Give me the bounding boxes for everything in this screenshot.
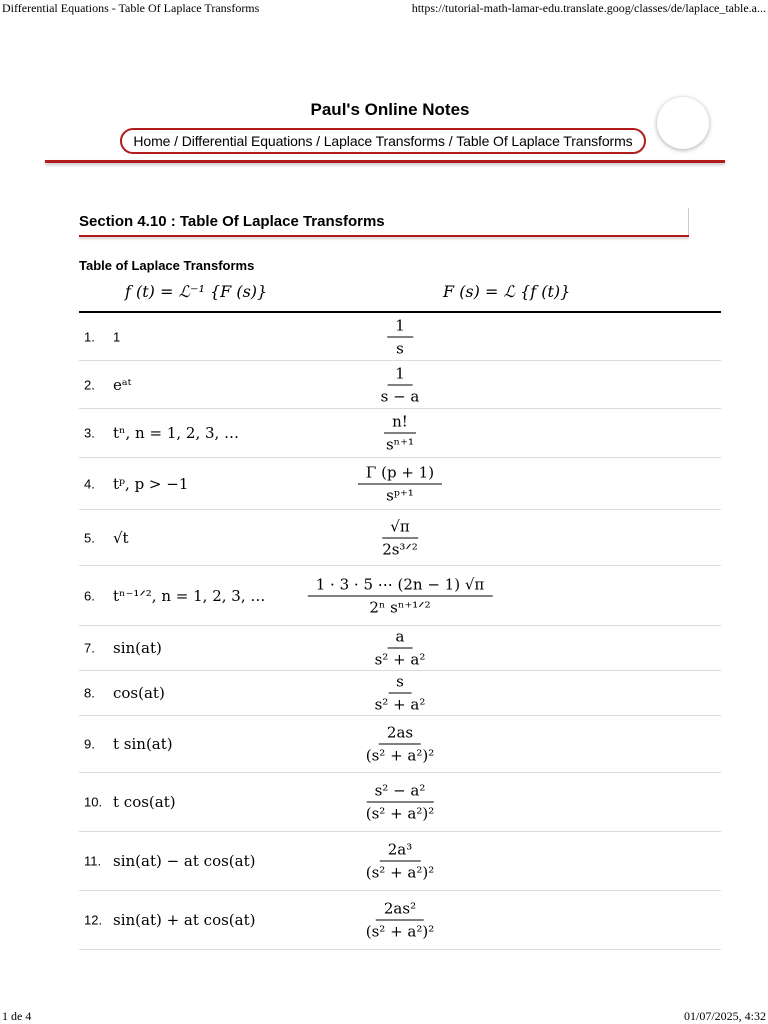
breadcrumb-separator: / xyxy=(312,133,324,149)
fraction-numerator: Γ (p + 1) xyxy=(358,463,442,484)
breadcrumb-current-page[interactable]: Table Of Laplace Transforms xyxy=(456,133,633,149)
fraction-denominator: (s² + a²)² xyxy=(365,746,435,765)
fraction-denominator: (s² + a²)² xyxy=(365,922,435,941)
laplace-transform xyxy=(358,463,442,504)
time-function: t sin(at) xyxy=(113,735,173,753)
column-header-s-domain: F (s) = ℒ {f (t)} xyxy=(443,282,571,301)
laplace-transform xyxy=(378,413,422,454)
time-function: sin(at) − at cos(at) xyxy=(113,852,256,870)
table-row xyxy=(79,891,721,950)
laplace-transform xyxy=(358,724,443,765)
row-number: 7. xyxy=(84,640,95,656)
breadcrumb-home[interactable]: Home xyxy=(133,133,171,149)
transform-fraction xyxy=(378,413,422,454)
laplace-transform xyxy=(374,517,426,558)
time-function: t cos(at) xyxy=(113,793,176,811)
transform-fraction xyxy=(374,517,426,558)
section-title: Section 4.10 : Table Of Laplace Transforms xyxy=(79,213,385,230)
row-number: 8. xyxy=(84,685,95,701)
row-number: 10. xyxy=(84,794,103,810)
transform-fraction xyxy=(358,782,443,823)
table-row xyxy=(79,458,721,510)
row-number: 5. xyxy=(84,530,95,545)
print-datetime: 01/07/2025, 4:32 xyxy=(683,1009,766,1023)
print-page-number: 1 de 4 xyxy=(2,1009,32,1023)
fraction-numerator: n! xyxy=(384,413,416,434)
row-number: 3. xyxy=(84,425,95,441)
laplace-transform xyxy=(367,628,434,669)
site-title[interactable]: Paul's Online Notes xyxy=(310,100,470,119)
laplace-transform xyxy=(358,841,443,882)
breadcrumb-laplace-transforms[interactable]: Laplace Transforms xyxy=(323,133,445,149)
print-header-url: https://tutorial-math-lamar-edu.translate.goog/classes/de/laplace_table.a... xyxy=(411,1,766,15)
fraction-numerator: s xyxy=(388,673,412,694)
table-row xyxy=(79,510,721,566)
time-function: sin(at) + at cos(at) xyxy=(113,911,256,929)
fraction-denominator: s − a xyxy=(380,387,420,405)
fraction-numerator: 1 · 3 · 5 ⋯ (2n − 1) √π xyxy=(308,575,493,596)
row-number: 4. xyxy=(84,476,95,491)
transform-fraction xyxy=(358,463,442,504)
table-row xyxy=(79,409,721,458)
transform-fraction xyxy=(373,364,428,405)
fraction-denominator: sⁿ⁺¹ xyxy=(385,435,415,454)
fraction-numerator: a xyxy=(388,628,413,649)
breadcrumb xyxy=(120,128,646,154)
laplace-transform xyxy=(373,364,428,405)
laplace-transform xyxy=(308,575,493,616)
fraction-numerator: 1 xyxy=(387,316,413,337)
breadcrumb-separator: / xyxy=(444,133,457,149)
row-number: 2. xyxy=(84,377,95,392)
time-function: cos(at) xyxy=(113,684,165,702)
fraction-numerator: √π xyxy=(382,517,417,538)
fraction-denominator: (s² + a²)² xyxy=(365,863,435,882)
breadcrumb-separator: / xyxy=(170,133,182,149)
table-row xyxy=(79,313,721,361)
breadcrumb-differential-equations[interactable]: Differential Equations xyxy=(181,133,313,149)
row-number: 1. xyxy=(84,329,95,344)
transform-fraction xyxy=(358,724,443,765)
fraction-denominator: sᵖ⁺¹ xyxy=(386,486,414,504)
transform-fraction xyxy=(387,316,413,357)
transform-fraction xyxy=(308,575,493,616)
fraction-numerator: s² − a² xyxy=(367,782,434,803)
column-header-time-domain: f (t) = ℒ⁻¹ {F (s)} xyxy=(125,282,268,301)
time-function: tᵖ, p > −1 xyxy=(113,474,189,493)
print-footer xyxy=(0,1008,768,1024)
row-number: 11. xyxy=(84,853,102,869)
fraction-denominator: s² + a² xyxy=(374,695,426,714)
fraction-numerator: 1 xyxy=(387,364,413,385)
section-divider xyxy=(79,235,689,237)
row-number: 9. xyxy=(84,736,95,752)
transform-fraction xyxy=(358,841,443,882)
transform-fraction xyxy=(367,673,434,714)
transform-fraction xyxy=(358,900,443,941)
table-title: Table of Laplace Transforms xyxy=(79,258,255,273)
laplace-transform xyxy=(387,316,413,357)
table-row xyxy=(79,716,721,773)
fraction-numerator: 2a³ xyxy=(380,841,421,862)
time-function: 1 xyxy=(113,329,121,344)
time-function: tⁿ, n = 1, 2, 3, … xyxy=(113,424,240,442)
fraction-numerator: 2as² xyxy=(376,900,424,921)
time-function: √t xyxy=(113,528,129,547)
fraction-denominator: s xyxy=(396,339,404,357)
table-row xyxy=(79,566,721,626)
fraction-denominator: 2ⁿ sⁿ⁺¹ᐟ² xyxy=(369,598,431,616)
section-divider-tick xyxy=(688,208,689,236)
print-header-title: Differential Equations - Table Of Laplace Transforms xyxy=(2,1,260,15)
table-row xyxy=(79,832,721,891)
menu-circle-button[interactable] xyxy=(657,97,709,149)
laplace-transform xyxy=(367,673,434,714)
fraction-denominator: (s² + a²)² xyxy=(365,804,435,823)
laplace-transform xyxy=(358,900,443,941)
fraction-numerator: 2as xyxy=(379,724,421,745)
table-row xyxy=(79,671,721,716)
time-function: eᵃᵗ xyxy=(113,375,132,394)
row-number: 12. xyxy=(84,912,103,928)
time-function: tⁿ⁻¹ᐟ², n = 1, 2, 3, … xyxy=(113,586,266,605)
print-header xyxy=(0,0,768,16)
table-row xyxy=(79,773,721,832)
row-number: 6. xyxy=(84,588,95,603)
transform-fraction xyxy=(367,628,434,669)
fraction-denominator: 2s³ᐟ² xyxy=(382,540,418,558)
header-divider xyxy=(45,160,725,163)
laplace-transform xyxy=(358,782,443,823)
table-row xyxy=(79,361,721,409)
table-row xyxy=(79,626,721,671)
fraction-denominator: s² + a² xyxy=(374,650,426,669)
time-function: sin(at) xyxy=(113,639,162,657)
